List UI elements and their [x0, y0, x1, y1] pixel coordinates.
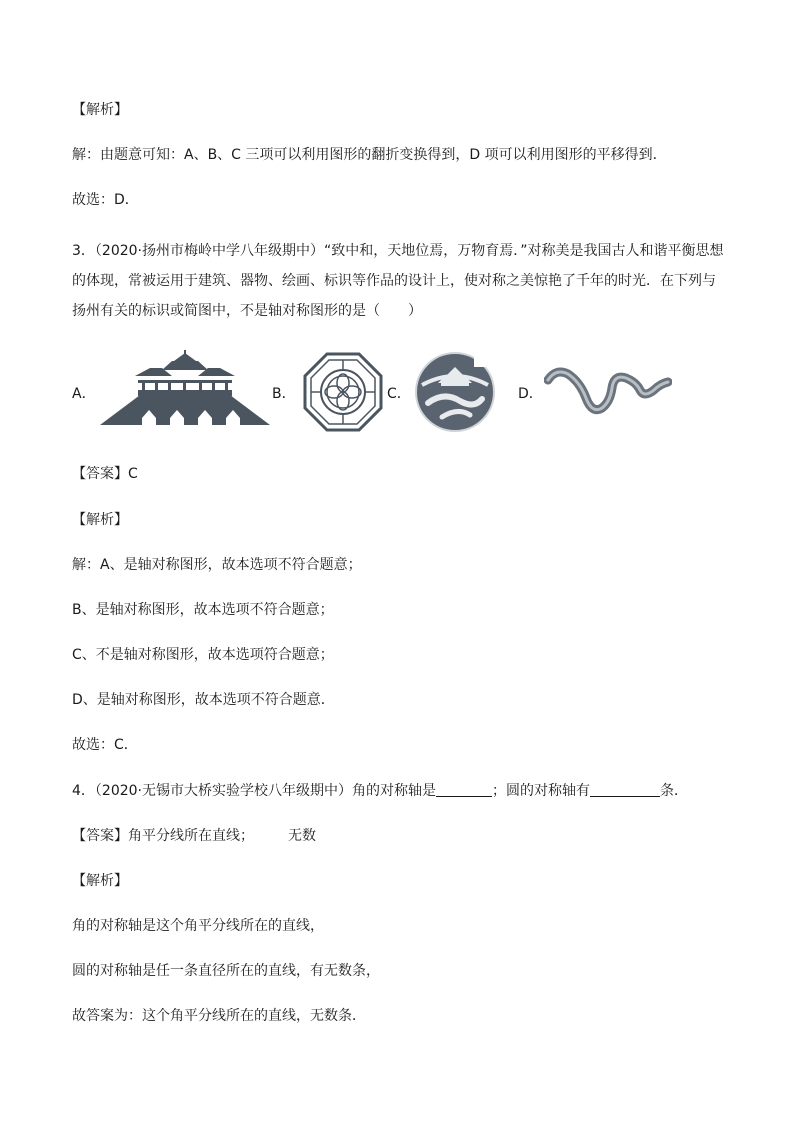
analysis-line: C、不是轴对称图形，故本选项符合题意； — [72, 647, 334, 663]
analysis-line: 角的对称轴是这个角平分线所在的直线， — [72, 918, 324, 934]
analysis-label: 【解析】 — [72, 102, 128, 118]
option-a-label: A． — [72, 386, 96, 402]
option-c-label: C． — [387, 386, 411, 402]
conclusion-text: 故选：D． — [72, 192, 139, 208]
analysis-label: 【解析】 — [72, 512, 128, 528]
answer-1: 角平分线所在直线； — [128, 828, 254, 844]
answer-text — [72, 826, 316, 846]
analysis-line: 圆的对称轴是任一条直径所在的直线，有无数条， — [72, 963, 380, 979]
answer-2: 无数 — [288, 828, 316, 844]
emblem-icon — [414, 349, 496, 435]
question-3-text: 3．（2020·扬州市梅岭中学八年级期中）“致中和，天地位焉，万物育焉．”对称美是我国古人和谐平衡思想的体现，常被运用于建筑、器物、绘画、标识等作品的设计上，使对称之美惊艳了千年的时光．在下列与扬州有关的标识或简图中，不是轴对称图形的是（ ） — [72, 243, 724, 319]
analysis-label: 【解析】 — [72, 873, 128, 889]
bridge-pavilion-icon — [100, 350, 270, 426]
option-d-label: D． — [518, 386, 543, 402]
option-b-label: B． — [272, 386, 296, 402]
question-4-text — [72, 781, 688, 801]
conclusion-text: 故选：C． — [72, 737, 138, 753]
analysis-text: 解：由题意可知：A、B、C 三项可以利用图形的翻折变换得到，D 项可以利用图形的平移得到． — [72, 147, 667, 163]
analysis-line: D、是轴对称图形，故本选项不符合题意． — [72, 692, 335, 708]
answer-blank-2[interactable] — [590, 782, 660, 797]
question-4-part-b: ；圆的对称轴有 — [492, 783, 590, 799]
answer-label: 【答案】 — [72, 828, 128, 844]
analysis-line: B、是轴对称图形，故本选项不符合题意； — [72, 602, 334, 618]
question-4-part-c: 条． — [660, 783, 688, 799]
analysis-line: 解：A、是轴对称图形，故本选项不符合题意； — [72, 557, 362, 573]
river-wave-icon — [544, 360, 672, 420]
analysis-line: 故答案为：这个角平分线所在的直线，无数条． — [72, 1008, 366, 1024]
lattice-window-icon — [303, 352, 383, 432]
question-4-part-a: 4．（2020·无锡市大桥实验学校八年级期中）角的对称轴是 — [72, 783, 436, 799]
answer-blank-1[interactable] — [436, 782, 492, 797]
answer-text: 【答案】C — [72, 466, 138, 482]
